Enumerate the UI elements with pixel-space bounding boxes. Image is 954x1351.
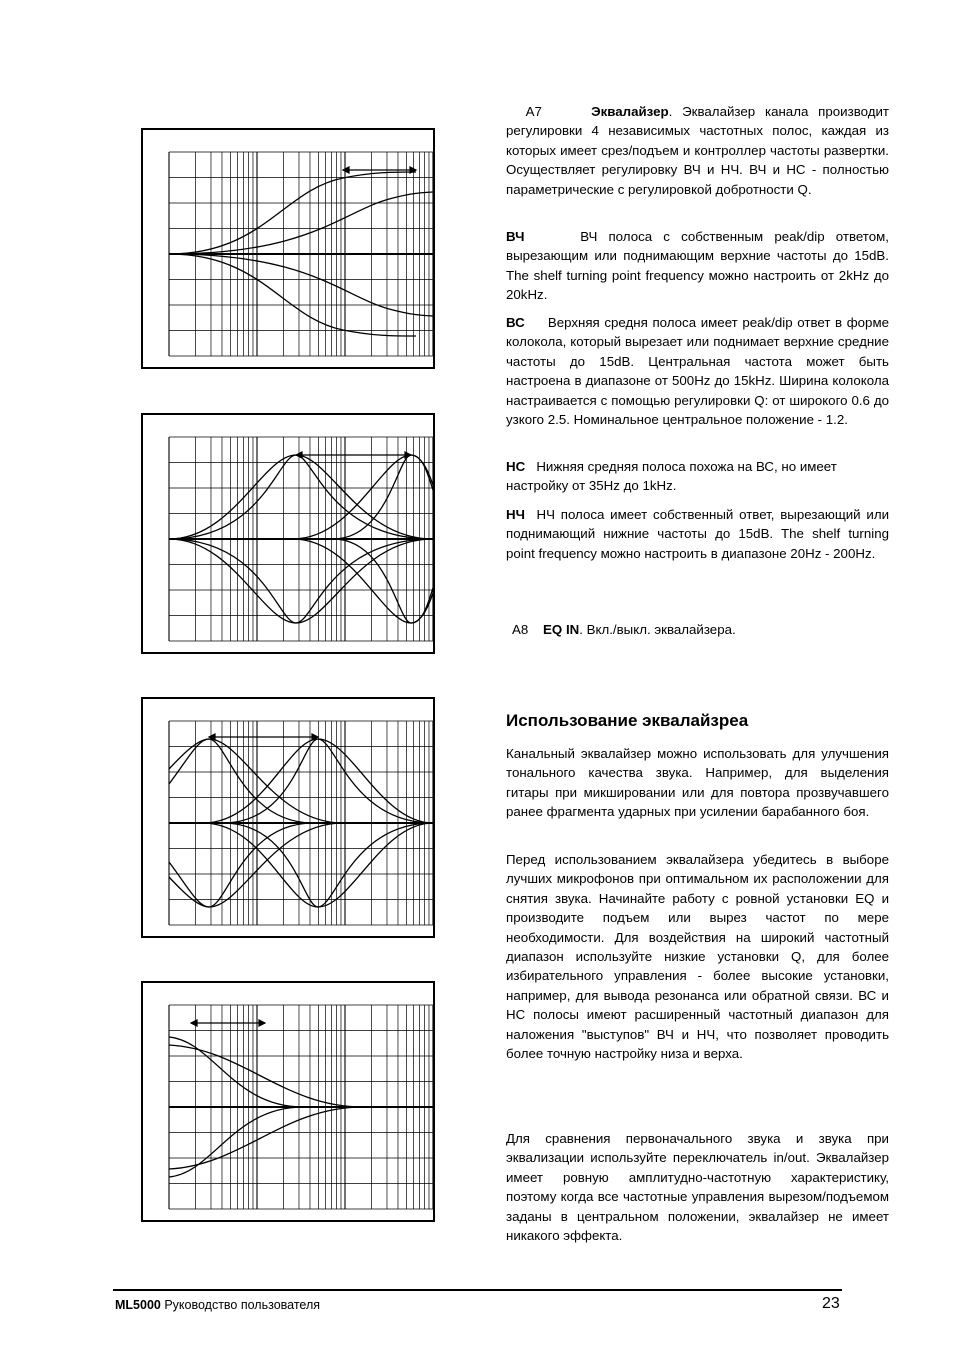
- usage-paragraph-3: [506, 1129, 889, 1245]
- nch-paragraph: [506, 505, 889, 563]
- footer-divider: [113, 1289, 842, 1291]
- vs-text: Верхняя средня полоса имеет peak/dip ответ в форме колокола, который вырезает или поднимает верхние средние частоты до 15dB. Центральная частота может быть настроена в диапазоне от 500Hz до 15kHz. Ширина колокола настраивается с помощью регулировки Q: от широкого 0.6 до узкого 2.5. Номинальное центральное положение - 1.2.: [506, 315, 889, 428]
- graph-upper-mid: [141, 413, 435, 654]
- section-heading: Использование эквалайзреа: [506, 711, 749, 730]
- vch-text: ВЧ полоса с собственным peak/dip ответом, вырезающим или поднимающим верхние частоты до 15dB. The shelf turning point frequency можно настроить от 2kHz до 20kHz.: [506, 229, 889, 303]
- bell-cut-wide: [169, 539, 433, 623]
- ns-tag: НС: [506, 459, 526, 474]
- bell-cut-mid-narrow: [223, 823, 433, 907]
- nch-text: НЧ полоса имеет собственный ответ, вырезающий или поднимающий нижние частоты до 15dB. The shelf turning point frequency можно настроить в диапазоне 20Hz - 200Hz.: [506, 507, 889, 561]
- ns-text: Нижняя средняя полоса похожа на ВС, но имеет настройку от 35Hz до 1kHz.: [506, 459, 837, 494]
- bell-boost-high-wide: [293, 455, 433, 539]
- a7-title: Эквалайзер: [591, 104, 669, 119]
- a7-text: . Эквалайзер канала производит регулировки 4 независимых частотных полос, каждая из которых имеет срез/подъем и контроллер частоты развертки. Осуществляет регулировку ВЧ и НЧ. ВЧ и НС - полностью параметрические с регулировкой добротности Q.: [506, 104, 889, 197]
- graph-low-shelf: [141, 981, 435, 1222]
- shelf-boost-curve-1: [169, 1037, 433, 1107]
- a8-paragraph: [512, 620, 895, 639]
- shelf-boost-curve-2: [169, 1045, 433, 1107]
- bell-boost-low-wide: [169, 739, 343, 823]
- shelf-boost-curve-2: [169, 192, 433, 254]
- bell-boost-high-narrow: [333, 455, 433, 539]
- a8-number: A8: [512, 622, 529, 637]
- a7-number: A7: [525, 104, 542, 119]
- shelf-boost-curve-1: [169, 172, 416, 254]
- a8-text: . Вкл./выкл. эквалайзера.: [579, 622, 736, 637]
- bell-cut-low-wide: [169, 823, 343, 907]
- page-number: 23: [822, 1295, 840, 1312]
- low-shelf-response-curves: [143, 983, 437, 1224]
- ns-paragraph: [506, 457, 889, 496]
- footer-title: [115, 1298, 320, 1312]
- vch-paragraph: [506, 227, 889, 305]
- graph-high-shelf: [141, 128, 435, 369]
- vs-paragraph: [506, 313, 889, 429]
- a8-title: EQ IN: [543, 622, 580, 637]
- range-arrow: [191, 1020, 265, 1026]
- lower-mid-response-curves: [143, 699, 437, 940]
- high-shelf-response-curves: [143, 130, 437, 371]
- bell-cut-high-wide: [293, 539, 433, 623]
- usage-paragraph-1: [506, 744, 889, 822]
- bell-cut-narrow: [169, 539, 433, 623]
- range-arrow: [209, 734, 318, 740]
- footer-manual-title: Руководство пользователя: [160, 1298, 321, 1312]
- vch-tag: ВЧ: [506, 229, 525, 244]
- shelf-cut-curve-1: [169, 254, 416, 336]
- usage-text-3: Для сравнения первоначального звука и звука при эквализации используйте переключатель in/out. Эквалайзер имеет ровную амплитудно-частотную характеристику, поэтому когда все частотные управления вырезом/подъемом заданы в центральном положении, эквалайзер не имеет никакого эффекта.: [506, 1131, 889, 1244]
- vs-tag: ВС: [506, 315, 525, 330]
- nch-tag: НЧ: [506, 507, 525, 522]
- footer-model: ML5000: [115, 1298, 161, 1312]
- upper-mid-response-curves: [143, 415, 437, 656]
- bell-boost-wide: [169, 455, 433, 539]
- bell-boost-narrow: [169, 455, 433, 539]
- a7-paragraph: [506, 102, 889, 199]
- shelf-cut-curve-1: [169, 1107, 433, 1177]
- usage-paragraph-2: [506, 850, 889, 1063]
- range-arrow: [296, 452, 411, 458]
- shelf-cut-curve-2: [169, 254, 433, 316]
- graph-lower-mid: [141, 697, 435, 938]
- usage-text-1: Канальный эквалайзер можно использовать для улучшения тонального качества звука. Например, для выделения гитары при микшировании или для повтора прозвучавшего ранее фрагмента ударных при усилении барабанного боя.: [506, 746, 889, 820]
- bell-cut-high-narrow: [333, 539, 433, 623]
- shelf-cut-curve-2: [169, 1107, 433, 1169]
- bell-boost-mid-narrow: [223, 739, 433, 823]
- usage-text-2: Перед использованием эквалайзера убедитесь в выборе лучших микрофонов при оптимальном их расположении для снятия звука. Начинайте работу с ровной установки EQ и производите подъем или вырез частот по мере необходимости. Для воздействия на широкий частотный диапазон используйте низкие установки Q, для более избирательного управления - более высокие установки, например, для вывода резонанса или обратной связи. ВС и НС полосы имеют расширенный частотный диапазон для наложения "выступов" ВЧ и НЧ, что позволяет проводить более точную настройку низа и верха.: [506, 852, 889, 1062]
